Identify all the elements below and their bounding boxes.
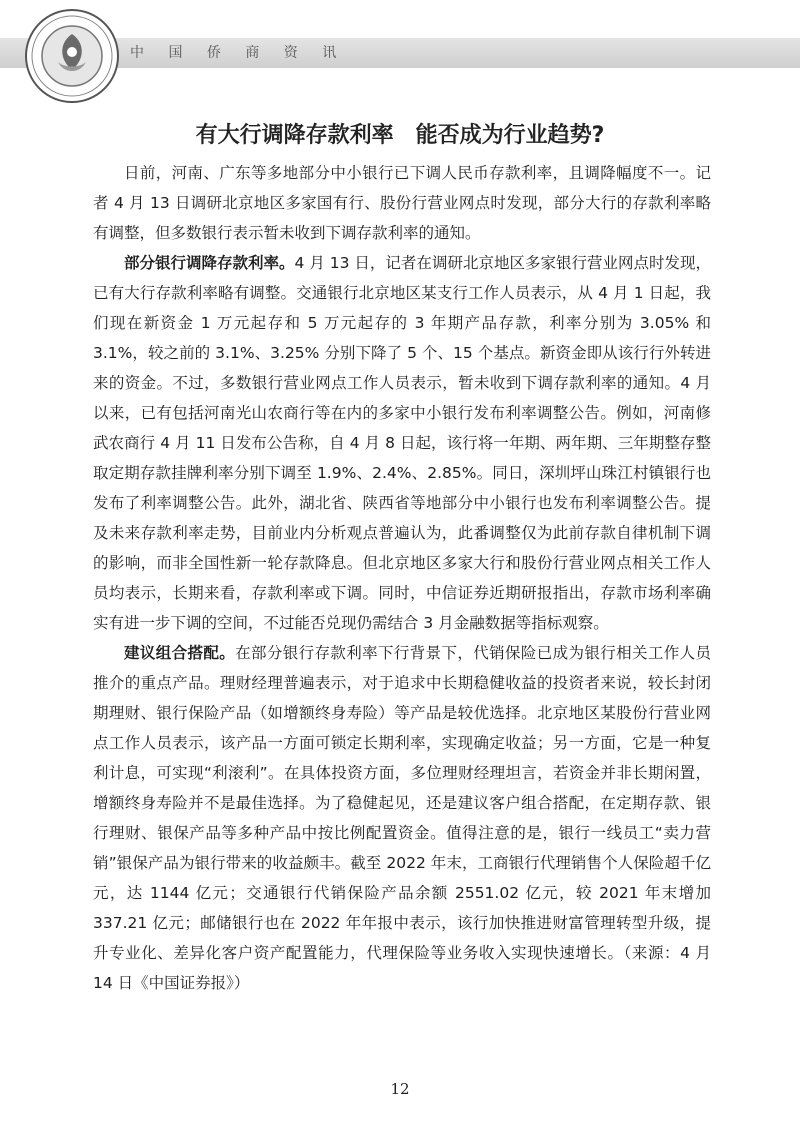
article-body	[93, 158, 711, 998]
paragraph-text: 在部分银行存款利率下行背景下，代销保险已成为银行相关工作人员推介的重点产品。理财经理普遍表示，对于追求中长期稳健收益的投资者来说，较长封闭期理财、银行保险产品（如增额终身寿险）等产品是较优选择。北京地区某股份行营业网点工作人员表示，该产品一方面可锁定长期利率，实现确定收益；另一方面，它是一种复利计息，可实现“利滚利”。在具体投资方面，多位理财经理坦言，若资金并非长期闲置，增额终身寿险并不是最佳选择。为了稳健起见，还是建议客户组合搭配，在定期存款、银行理财、银保产品等多种产品中按比例配置资金。值得注意的是，银行一线员工“卖力营销”银保产品为银行带来的收益颇丰。截至 2022 年末，工商银行代理销售个人保险超千亿元，达 1144 亿元；交通银行代销保险产品余额 2551.02 亿元，较 2021 年末增加 337.21 亿元；邮储银行也在 2022 年年报中表示，该行加快推进财富管理转型升级，提升专业化、差异化客户资产配置能力，代理保险等业务收入实现快速增长。（来源：4 月 14 日《中国证券报》）	[93, 644, 711, 992]
article-title: 有大行调降存款利率 能否成为行业趋势?	[195, 123, 605, 148]
article-paragraph	[93, 248, 711, 638]
paragraph-lead: 部分银行调降存款利率。	[124, 254, 295, 272]
article-paragraph	[93, 158, 711, 248]
header-band	[0, 38, 800, 68]
publication-name: 中 国 侨 商 资 讯	[130, 45, 347, 61]
paragraph-lead: 建议组合搭配。	[124, 644, 236, 662]
paragraph-text: 日前，河南、广东等多地部分中小银行已下调人民币存款利率，且调降幅度不一。记者 4 月 13 日调研北京地区多家国有行、股份行营业网点时发现，部分大行的存款利率略有调整，但多数银行表示暂未收到下调存款利率的通知。	[93, 164, 711, 242]
article-paragraph	[93, 638, 711, 998]
logo-emblem-icon	[24, 8, 120, 104]
paragraph-text: 4 月 13 日，记者在调研北京地区多家银行营业网点时发现，已有大行存款利率略有调整。交通银行北京地区某支行工作人员表示，从 4 月 1 日起，我们现在新资金 1 万元起存和 5 万元起存的 3 年期产品存款，利率分别为 3.05% 和 3.1%，较之前的 3.1%、3.25% 分别下降了 5 个、15 个基点。新资金即从该行行外转进来的资金。不过，多数银行营业网点工作人员表示，暂未收到下调存款利率的通知。4 月以来，已有包括河南光山农商行等在内的多家中小银行发布利率调整公告。例如，河南修武农商行 4 月 11 日发布公告称，自 4 月 8 日起，该行将一年期、两年期、三年期整存整取定期存款挂牌利率分别下调至 1.9%、2.4%、2.85%。同日，深圳坪山珠江村镇银行也发布了利率调整公告。此外，湖北省、陕西省等地部分中小银行也发布利率调整公告。提及未来存款利率走势，目前业内分析观点普遍认为，此番调整仅为此前存款自律机制下调的影响，而非全国性新一轮存款降息。但北京地区多家大行和股份行营业网点相关工作人员均表示，长期来看，存款利率或下调。同时，中信证券近期研报指出，存款市场利率确实有进一步下调的空间，不过能否兑现仍需结合 3 月金融数据等指标观察。	[93, 254, 711, 632]
page-number: 12	[390, 1080, 410, 1098]
